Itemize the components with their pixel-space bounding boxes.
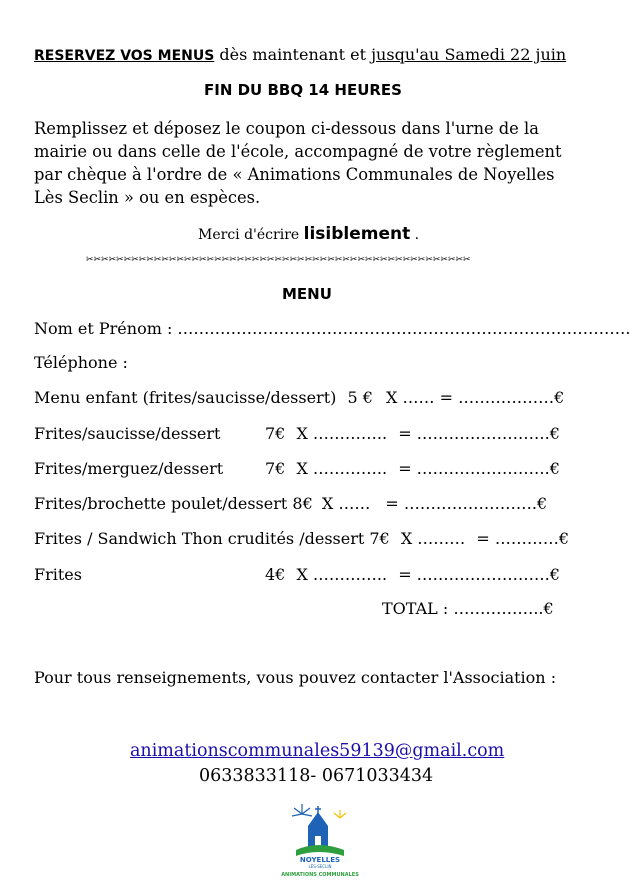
order-row-price: 5 € — [347, 388, 373, 407]
contact-phones: 0633833118- 0671033434 — [199, 766, 434, 786]
menu-title: MENU — [282, 285, 332, 303]
bbq-end-time: FIN DU BBQ 14 HEURES — [204, 81, 402, 99]
order-row-price: 7€ — [265, 459, 286, 478]
reservation-heading: RESERVEZ VOS MENUS — [34, 48, 215, 64]
order-row-amounts[interactable] — [265, 459, 560, 478]
logo-line1: NOYELLES — [299, 856, 341, 864]
order-row-label: Frites/saucisse/dessert — [34, 424, 221, 443]
order-row-quantity[interactable]: X ………….. — [296, 565, 393, 584]
logo-line3: ANIMATIONS COMMUNALES — [281, 872, 359, 878]
order-row-price: 7€ — [265, 424, 286, 443]
order-row-quantity[interactable]: X …… — [321, 494, 376, 513]
thanks-line — [198, 224, 419, 244]
order-row-total[interactable]: = …………………….€ — [398, 565, 560, 584]
thanks-emphasis: lisiblement — [303, 224, 411, 244]
order-row-label: Frites/merguez/dessert — [34, 459, 224, 478]
order-row-quantity[interactable]: X …… — [386, 388, 440, 407]
hill-icon — [296, 845, 344, 856]
order-row-label: Frites / Sandwich Thon crudités /dessert 7€ — [34, 529, 390, 548]
reservation-deadline: jusqu'au Samedi 22 juin — [371, 45, 567, 64]
reservation-text: dès maintenant et — [214, 45, 372, 64]
order-row[interactable] — [34, 388, 564, 407]
order-row-label: Frites/brochette poulet/dessert 8€ — [34, 494, 313, 513]
order-row-total[interactable]: = …………………….€ — [385, 494, 548, 513]
order-row[interactable] — [34, 459, 223, 478]
order-row-quantity[interactable]: X ………….. — [296, 459, 393, 478]
order-row[interactable] — [34, 529, 569, 548]
phone-field-label[interactable]: Téléphone : — [34, 353, 128, 372]
order-row-quantity[interactable]: X ………….. — [296, 424, 393, 443]
order-row-price: 4€ — [265, 565, 286, 584]
logo-line2: LÈS-SECLIN — [308, 864, 332, 869]
noyelles-logo — [278, 800, 362, 884]
order-row-amounts[interactable] — [265, 565, 560, 584]
thanks-prefix: Merci d'écrire — [198, 227, 304, 243]
order-row-total[interactable]: = …………………….€ — [398, 424, 560, 443]
reservation-line — [34, 45, 566, 64]
name-field-label[interactable]: Nom et Prénom : …………………………………………………………………………. — [34, 319, 631, 338]
order-row[interactable] — [34, 424, 220, 443]
cut-line: ✂✂✂✂✂✂✂✂✂✂✂✂✂✂✂✂✂✂✂✂✂✂✂✂✂✂✂✂✂✂✂✂✂✂✂✂✂✂✂✂✂✂✂✂✂✂✂✂✂✂✂ — [86, 255, 471, 265]
order-row[interactable] — [34, 565, 82, 584]
order-row-total[interactable]: = ………………€ — [439, 388, 565, 407]
order-total[interactable]: TOTAL : ……………..€ — [382, 599, 554, 618]
contact-text: Pour tous renseignements, vous pouvez contacter l'Association : — [34, 668, 557, 687]
thanks-suffix: . — [410, 227, 420, 243]
order-row-total[interactable]: = …………€ — [476, 529, 570, 548]
order-row-total[interactable]: = …………………….€ — [398, 459, 560, 478]
order-row-label: Frites — [34, 565, 82, 584]
order-row-label: Menu enfant (frites/saucisse/dessert) — [34, 388, 337, 407]
order-row-quantity[interactable]: X ……… — [400, 529, 471, 548]
order-row[interactable] — [34, 494, 547, 513]
instructions-paragraph: Remplissez et déposez le coupon ci-dessous dans l'urne de la mairie ou dans celle de l'école, accompagné de votre règlement par chèque à l'ordre de « Animations Communales de Noyelles Lès Seclin » ou en espèces. — [34, 119, 562, 207]
contact-email-link[interactable]: animationscommunales59139@gmail.com — [130, 741, 505, 761]
order-row-amounts[interactable] — [265, 424, 560, 443]
